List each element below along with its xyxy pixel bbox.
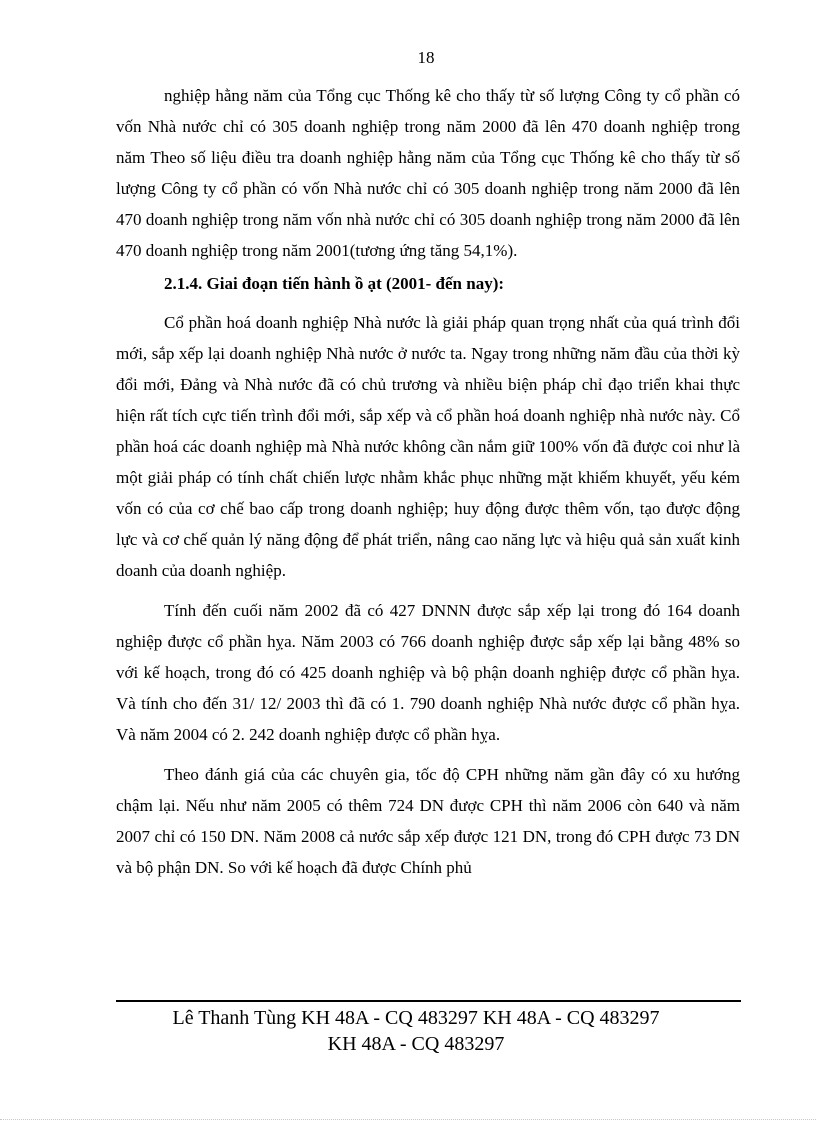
footer [116, 1005, 716, 1057]
body-text [116, 80, 740, 883]
footer-class-line: KH 48A - CQ 483297 [327, 1033, 505, 1055]
paragraph-expert-assessment: Theo đánh giá của các chuyên gia, tốc độ CPH những năm gần đây có xu hướng chậm lại. Nếu như năm 2005 có thêm 724 DN được CPH thì năm 2006 còn 640 và năm 2007 chỉ có 150 DN. Năm 2008 cả nước sắp xếp được 121 DN, trong đó CPH được 73 DN và bộ phận DN. So với kế hoạch đã được Chính phủ [116, 765, 740, 877]
footer-divider [116, 1000, 741, 1002]
paragraph-statistics-2002-2004: Tính đến cuối năm 2002 đã có 427 DNNN được sắp xếp lại trong đó 164 doanh nghiệp được cổ phần hỵa. Năm 2003 có 766 doanh nghiệp được sắp xếp lại bằng 48% so với kế hoạch, trong đó có 425 doanh nghiệp và bộ phận doanh nghiệp được cổ phần hỵa. Và tính cho đến 31/ 12/ 2003 thì đã có 1. 790 doanh nghiệp Nhà nước được cổ phần hỵa. Và năm 2004 có 2. 242 doanh nghiệp được cổ phần hỵa. [116, 601, 740, 744]
paragraph-continuation: nghiệp hằng năm của Tổng cục Thống kê cho thấy từ số lượng Công ty cổ phần có vốn Nhà nước chỉ có 305 doanh nghiệp trong năm 2000 đã lên 470 doanh nghiệp trong năm Theo số liệu điều tra doanh nghiệp hằng năm của Tổng cục Thống kê cho thấy từ số lượng Công ty cổ phần có vốn Nhà nước chỉ có 305 doanh nghiệp trong năm 2000 đã lên 470 doanh nghiệp trong năm vốn nhà nước chỉ có 305 doanh nghiệp trong năm 2000 đã lên 470 doanh nghiệp trong năm 2001(tương ứng tăng 54,1%). [116, 86, 740, 260]
page-number: 18 [417, 48, 435, 67]
paragraph-equitization-intro: Cổ phần hoá doanh nghiệp Nhà nước là giải pháp quan trọng nhất của quá trình đổi mới, sắp xếp lại doanh nghiệp Nhà nước ở nước ta. Ngay trong những năm đầu của thời kỳ đổi mới, Đảng và Nhà nước đã có chủ trương và nhiều biện pháp chỉ đạo triển khai thực hiện rất tích cực tiến trình đổi mới, sắp xếp và cổ phần hoá doanh nghiệp nhà nước này. Cổ phần hoá các doanh nghiệp mà Nhà nước không cần nắm giữ 100% vốn đã được coi như là một giải pháp có tính chất chiến lược nhằm khắc phục những mặt khiếm khuyết, yếu kém vốn có của cơ chế bao cấp trong doanh nghiệp; huy động được thêm vốn, tạo được động lực và cơ chế quản lý năng động để phát triển, nâng cao năng lực và hiệu quả sản xuất kinh doanh của doanh nghiệp. [116, 313, 740, 580]
page-bottom-border [0, 1119, 816, 1120]
section-heading: 2.1.4. Giai đoạn tiến hành ồ ạt (2001- đến nay): [164, 274, 505, 293]
footer-author-line: Lê Thanh Tùng KH 48A - CQ 483297 KH 48A - CQ 483297 [172, 1007, 660, 1029]
